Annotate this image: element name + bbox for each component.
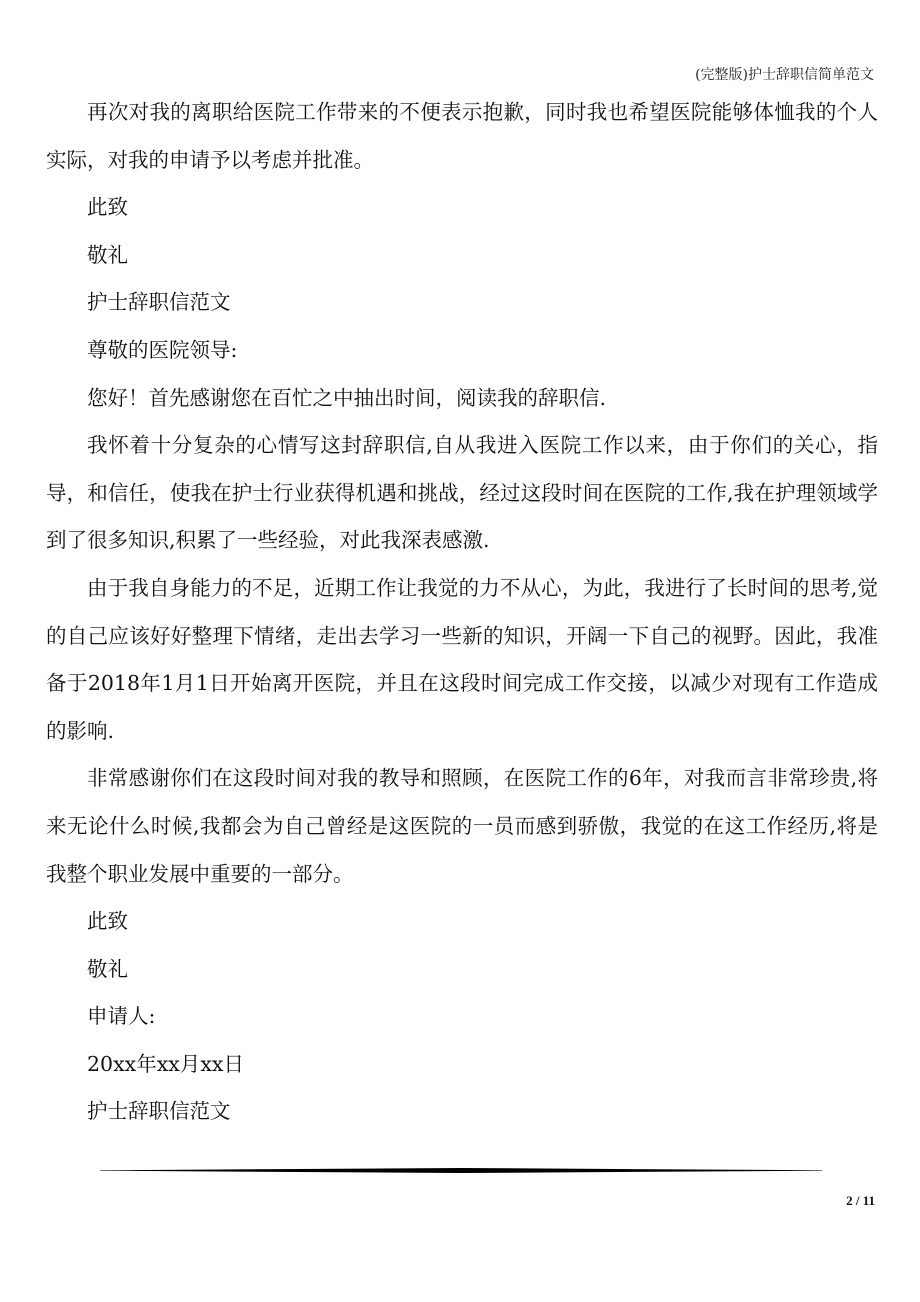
- section-title: 护士辞职信范文: [87, 290, 231, 315]
- page-number: 2 / 11: [846, 1193, 875, 1208]
- footer-divider: [100, 1168, 822, 1173]
- paragraph-applicant: 申请人:: [87, 1004, 156, 1029]
- paragraph-date: 20xx年xx月xx日: [87, 1051, 244, 1076]
- document-body: [46, 89, 878, 1136]
- paragraph-reason: 由于我自身能力的不足，近期工作让我觉的力不从心，为此，我进行了长时间的思考,觉的自己应该好好整理下情绪，走出去学习一些新的知识，开阔一下自己的视野。因此，我准备于2018年1月1日开始离开医院，并且在这段时间完成工作交接，以减少对现有工作造成的影响.: [46, 575, 878, 743]
- paragraph-salutation-1: 此致: [87, 195, 128, 220]
- paragraph-apology: 再次对我的离职给医院工作带来的不便表示抱歉，同时我也希望医院能够体恤我的个人实际，对我的申请予以考虑并批准。: [46, 100, 878, 172]
- paragraph-greeting: 您好！首先感谢您在百忙之中抽出时间，阅读我的辞职信.: [87, 385, 607, 410]
- paragraph-gratitude: 我怀着十分复杂的心情写这封辞职信,自从我进入医院工作以来，由于你们的关心，指导，和信任，使我在护士行业获得机遇和挑战，经过这段时间在医院的工作,我在护理领域学到了很多知识,积累了一些经验，对此我深表感激.: [46, 433, 878, 553]
- section-title-next: 护士辞职信范文: [87, 1099, 231, 1124]
- paragraph-salutation-2: 此致: [87, 909, 128, 934]
- paragraph-regards-2: 敬礼: [87, 956, 128, 981]
- running-header: (完整版)护士辞职信简单范文: [695, 67, 874, 83]
- paragraph-addressee: 尊敬的医院领导:: [87, 337, 238, 362]
- paragraph-thanks: 非常感谢你们在这段时间对我的教导和照顾，在医院工作的6年，对我而言非常珍贵,将来无论什么时候,我都会为自己曾经是这医院的一员而感到骄傲，我觉的在这工作经历,将是我整个职业发展中重要的一部分。: [46, 766, 878, 886]
- paragraph-regards-1: 敬礼: [87, 242, 128, 267]
